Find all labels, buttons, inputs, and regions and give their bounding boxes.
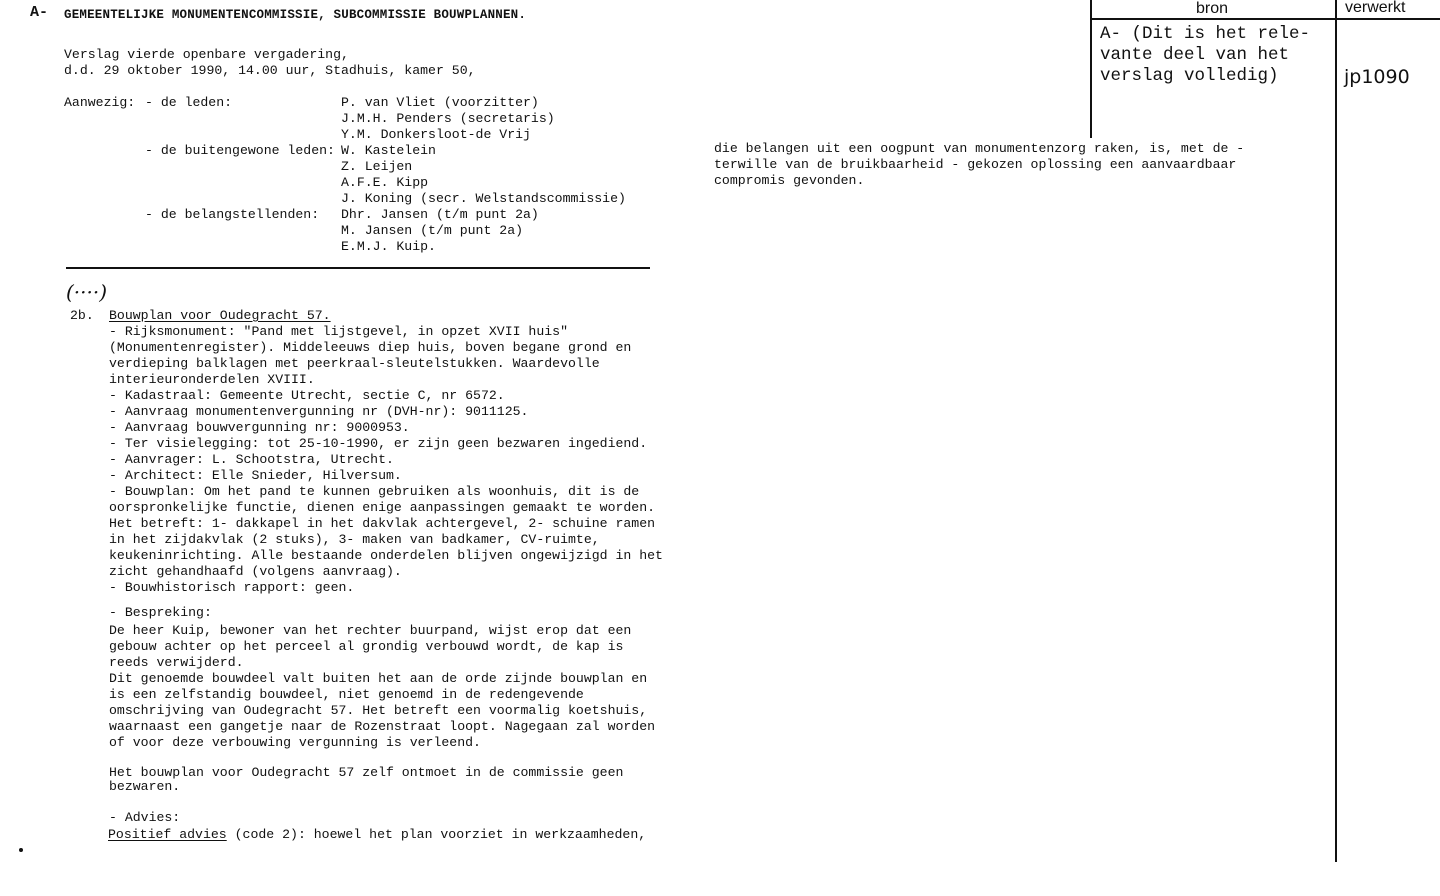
item-detail-line: verdieping balklagen met peerkraal-sleutelstukken. Waardevolle	[109, 356, 600, 371]
item-detail-line: - Ter visielegging: tot 25-10-1990, er zijn geen bezwaren ingediend.	[109, 436, 648, 451]
discussion-line: reeds verwijderd.	[109, 655, 244, 670]
item-detail-line: - Bouwhistorisch rapport: geen.	[109, 580, 355, 595]
discussion-line: is een zelfstandig bouwdeel, niet genoemd in de redengevende	[109, 687, 584, 702]
attendance-group-label: - de belangstellenden:	[145, 207, 320, 222]
document-heading: GEMEENTELIJKE MONUMENTENCOMMISSIE, SUBCOMMISSIE BOUWPLANNEN.	[64, 8, 527, 22]
meeting-line-1: Verslag vierde openbare vergadering,	[64, 47, 349, 62]
item-detail-line: oorspronkelijke functie, dienen enige aanpassingen gemaakt te worden.	[109, 500, 656, 515]
item-detail-line: - Rijksmonument: "Pand met lijstgevel, in opzet XVII huis"	[109, 324, 568, 339]
attendee-name: J.M.H. Penders (secretaris)	[341, 111, 555, 126]
item-title: Bouwplan voor Oudegracht 57.	[109, 308, 331, 323]
attendee-name: Y.M. Donkersloot-de Vrij	[341, 127, 531, 142]
attendance-group-label: - de leden:	[145, 95, 233, 110]
item-detail-line: in het zijdakvlak (2 stuks), 3- maken van badkamer, CV-ruimte,	[109, 532, 600, 547]
source-note-line: A- (Dit is het rele-	[1100, 24, 1311, 44]
source-note-line: verslag volledig)	[1100, 66, 1279, 86]
stray-mark	[19, 848, 23, 852]
conclusion-line: Het bouwplan voor Oudegracht 57 zelf ontmoet in de commissie geen	[109, 765, 624, 780]
bron-header: bron	[1196, 0, 1229, 17]
continuation-line: compromis gevonden.	[714, 173, 865, 188]
bron-left-border	[1090, 0, 1092, 138]
advice-line	[108, 827, 646, 843]
item-detail-line: - Aanvraag bouwvergunning nr: 9000953.	[109, 420, 410, 435]
section-marker: A-	[30, 4, 49, 21]
attendee-name: P. van Vliet (voorzitter)	[341, 95, 539, 110]
item-detail-line: - Aanvrager: L. Schootstra, Utrecht.	[109, 452, 394, 467]
item-detail-line: - Kadastraal: Gemeente Utrecht, sectie C, nr 6572.	[109, 388, 505, 403]
continuation-line: die belangen uit een oogpunt van monumentenzorg raken, is, met de -	[714, 141, 1245, 156]
verwerkt-header: verwerkt	[1345, 0, 1406, 16]
advice-underlined: Positief advies	[108, 827, 227, 842]
attendee-name: E.M.J. Kuip.	[341, 239, 436, 254]
discussion-lines	[109, 623, 655, 751]
item-detail-line: - Architect: Elle Snieder, Hilversum.	[109, 468, 402, 483]
meeting-line-2: d.d. 29 oktober 1990, 14.00 uur, Stadhuis, kamer 50,	[64, 63, 476, 78]
item-detail-line: - Aanvraag monumentenvergunning nr (DVH-nr): 9011125.	[109, 404, 529, 419]
advice-rest: (code 2): hoewel het plan voorziet in werkzaamheden,	[226, 827, 647, 842]
conclusion-line-2: bezwaren.	[109, 779, 181, 794]
item-detail-line: - Bouwplan: Om het pand te kunnen gebruiken als woonhuis, dit is de	[109, 484, 640, 499]
verwerkt-left-border	[1335, 0, 1337, 862]
discussion-line: gebouw achter op het perceel al grondig verbouwd wordt, de kap is	[109, 639, 624, 654]
discussion-line: waarnaast een gangetje naar de Rozenstraat loopt. Nagegaan zal worden	[109, 719, 656, 734]
discussion-label: - Bespreking:	[109, 605, 212, 620]
section-divider	[66, 267, 650, 269]
attendee-name: J. Koning (secr. Welstandscommissie)	[341, 191, 626, 206]
item-number: 2b.	[70, 308, 94, 323]
attendance-label: Aanwezig:	[64, 95, 136, 110]
attendee-name: M. Jansen (t/m punt 2a)	[341, 223, 524, 238]
discussion-line: omschrijving van Oudegracht 57. Het betreft een voormalig koetshuis,	[109, 703, 648, 718]
attendance-group-label: - de buitengewone leden:	[145, 143, 335, 158]
advice-label: - Advies:	[109, 810, 181, 825]
source-note	[1100, 24, 1310, 87]
item-detail-line: zicht gehandhaafd (volgens aanvraag).	[109, 564, 402, 579]
item-detail-lines	[109, 324, 663, 596]
attendee-name: A.F.E. Kipp	[341, 175, 429, 190]
item-detail-line: (Monumentenregister). Middeleeuws diep huis, boven begane grond en	[109, 340, 632, 355]
attendee-name: Dhr. Jansen (t/m punt 2a)	[341, 207, 539, 222]
discussion-line: De heer Kuip, bewoner van het rechter buurpand, wijst erop dat een	[109, 623, 632, 638]
discussion-line: of voor deze verbouwing vergunning is verleend.	[109, 735, 481, 750]
source-note-line: vante deel van het	[1100, 45, 1290, 65]
continuation-line: terwille van de bruikbaarheid - gekozen oplossing een aanvaardbaar	[714, 157, 1237, 172]
item-detail-line: Het betreft: 1- dakkapel in het dakvlak achtergevel, 2- schuine ramen	[109, 516, 656, 531]
attendee-name: W. Kastelein	[341, 143, 436, 158]
item-detail-line: interieuronderdelen XVIII.	[109, 372, 315, 387]
discussion-line: Dit genoemde bouwdeel valt buiten het aan de orde zijnde bouwplan en	[109, 671, 648, 686]
header-divider	[1090, 18, 1440, 20]
attendee-name: Z. Leijen	[341, 159, 413, 174]
reference-code: jp1090	[1344, 66, 1410, 88]
omission-mark: (····)	[66, 280, 108, 304]
item-detail-line: keukeninrichting. Alle bestaande onderdelen blijven ongewijzigd in het	[109, 548, 663, 563]
